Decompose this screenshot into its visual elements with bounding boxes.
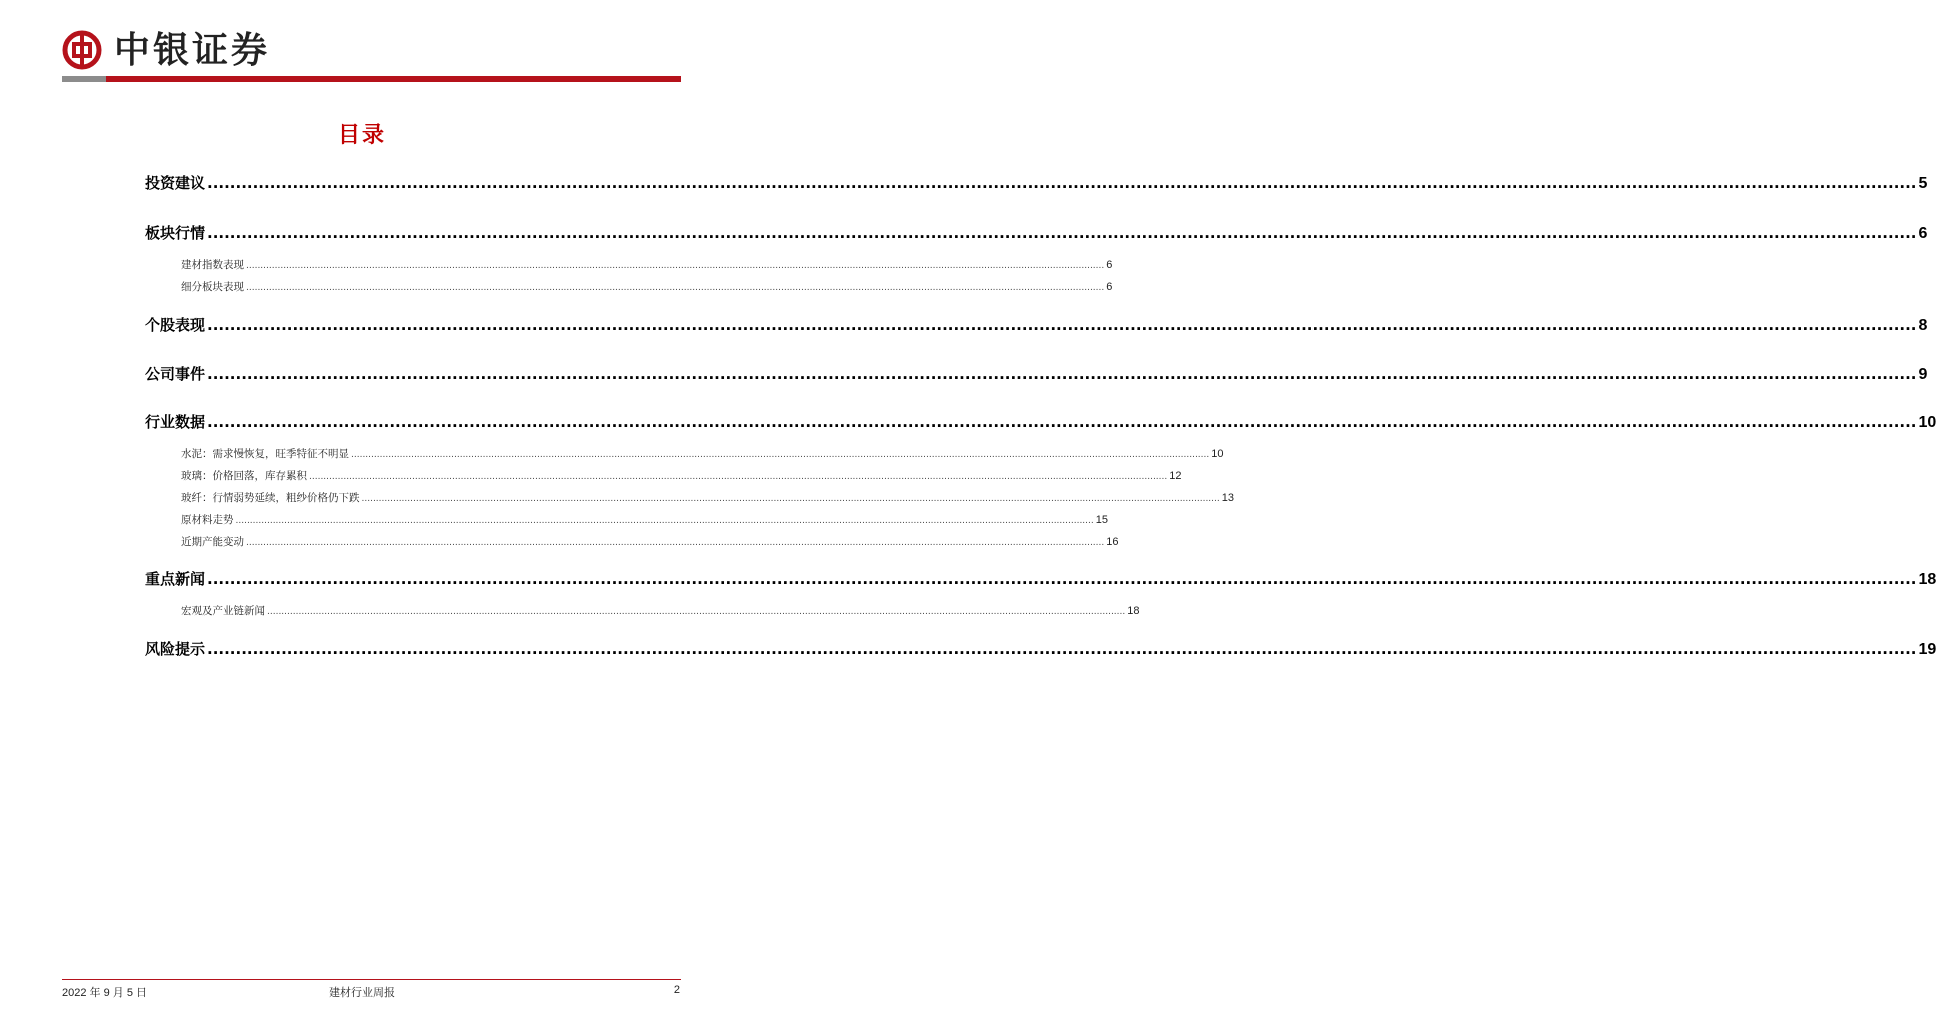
toc-entry[interactable] [181, 257, 1113, 272]
toc-entry-page: 8 [1918, 317, 1928, 334]
toc-entry[interactable] [145, 363, 1928, 384]
toc-entry-page: 18 [1918, 571, 1936, 588]
header-rule-red [106, 76, 681, 82]
toc-leader-dots: ............................................................................................................................................................................................................................................................................................................ [267, 607, 1126, 617]
toc-entry-label: 玻璃：价格回落，库存累积 [181, 470, 307, 482]
toc-entry-page: 19 [1918, 641, 1936, 658]
toc-entry-label: 建材指数表现 [181, 259, 244, 271]
toc-entry[interactable] [181, 603, 1140, 618]
toc-leader-dots: ............................................................................................................................................................................................................................................................................................................ [207, 413, 1917, 431]
toc-leader-dots: ............................................................................................................................................................................................................................................................................................................ [207, 224, 1917, 242]
toc-entry[interactable] [181, 490, 1235, 505]
toc-entry-page: 6 [1106, 281, 1113, 293]
toc-entry-page: 6 [1918, 225, 1928, 242]
toc-leader-dots: ............................................................................................................................................................................................................................................................................................................ [246, 283, 1105, 293]
toc-leader-dots: ............................................................................................................................................................................................................................................................................................................ [207, 640, 1917, 658]
toc-entry-page: 5 [1918, 175, 1928, 192]
toc-leader-dots: ............................................................................................................................................................................................................................................................................................................ [235, 516, 1094, 526]
footer-page-number: 2 [673, 984, 680, 996]
toc-entry-label: 板块行情 [145, 224, 206, 242]
toc-entry[interactable] [181, 279, 1113, 294]
toc-leader-dots: ............................................................................................................................................................................................................................................................................................................ [351, 450, 1210, 460]
toc-entry-label: 细分板块表现 [181, 281, 244, 293]
toc-entry-page: 10 [1211, 448, 1224, 460]
toc-entry-label: 玻纤：行情弱势延续，粗纱价格仍下跌 [181, 492, 360, 504]
toc-entry[interactable] [145, 568, 1936, 589]
toc-entry[interactable] [181, 446, 1224, 461]
toc-entry-label: 近期产能变动 [181, 536, 244, 548]
toc-entry-page: 10 [1918, 414, 1936, 431]
toc-entry-label: 投资建议 [145, 174, 206, 192]
toc-entry-page: 16 [1106, 536, 1119, 548]
toc-entry-label: 个股表现 [145, 316, 206, 334]
toc-leader-dots: ............................................................................................................................................................................................................................................................................................................ [207, 174, 1917, 192]
toc-entry-label: 行业数据 [145, 413, 206, 431]
toc-leader-dots: ............................................................................................................................................................................................................................................................................................................ [246, 538, 1105, 548]
toc-entry-label: 宏观及产业链新闻 [181, 605, 265, 617]
toc-leader-dots: ............................................................................................................................................................................................................................................................................................................ [309, 472, 1168, 482]
toc-entry-page: 13 [1221, 492, 1235, 504]
toc-entry[interactable] [145, 638, 1936, 659]
toc-leader-dots: ............................................................................................................................................................................................................................................................................................................ [361, 494, 1220, 504]
toc-title: 目录 [337, 123, 386, 148]
footer-rule [62, 979, 681, 980]
toc-leader-dots: ............................................................................................................................................................................................................................................................................................................ [207, 570, 1917, 588]
toc-leader-dots: ............................................................................................................................................................................................................................................................................................................ [246, 261, 1105, 271]
toc-entry[interactable] [145, 172, 1928, 193]
bank-of-china-logo-icon [62, 30, 102, 70]
toc-entry-page: 6 [1106, 259, 1113, 271]
toc-entry[interactable] [145, 411, 1936, 432]
toc-entry-page: 15 [1095, 514, 1109, 526]
toc-entry-page: 18 [1127, 605, 1140, 617]
brand-name: 中银证券 [114, 29, 271, 71]
toc-entry-label: 公司事件 [145, 365, 206, 383]
footer-date: 2022 年 9 月 5 日 [62, 987, 147, 999]
toc-leader-dots: ............................................................................................................................................................................................................................................................................................................ [207, 365, 1917, 383]
toc-entry-page: 12 [1169, 470, 1182, 482]
footer-report-name: 建材行业周报 [329, 986, 395, 999]
toc-entry-label: 原材料走势 [181, 514, 234, 526]
page-header [0, 0, 724, 90]
toc-entry[interactable] [181, 468, 1182, 483]
toc-entry-label: 重点新闻 [145, 570, 206, 588]
toc-entry[interactable] [181, 512, 1109, 527]
toc-entry[interactable] [145, 222, 1928, 243]
header-rule-gray [62, 76, 106, 82]
toc-leader-dots: ............................................................................................................................................................................................................................................................................................................ [207, 316, 1917, 334]
toc-entry[interactable] [181, 534, 1119, 549]
toc-entry[interactable] [145, 314, 1928, 335]
toc-entry-page: 9 [1918, 366, 1928, 383]
toc-entry-label: 风险提示 [145, 640, 206, 658]
toc-entry-label: 水泥：需求慢恢复，旺季特征不明显 [181, 448, 349, 460]
